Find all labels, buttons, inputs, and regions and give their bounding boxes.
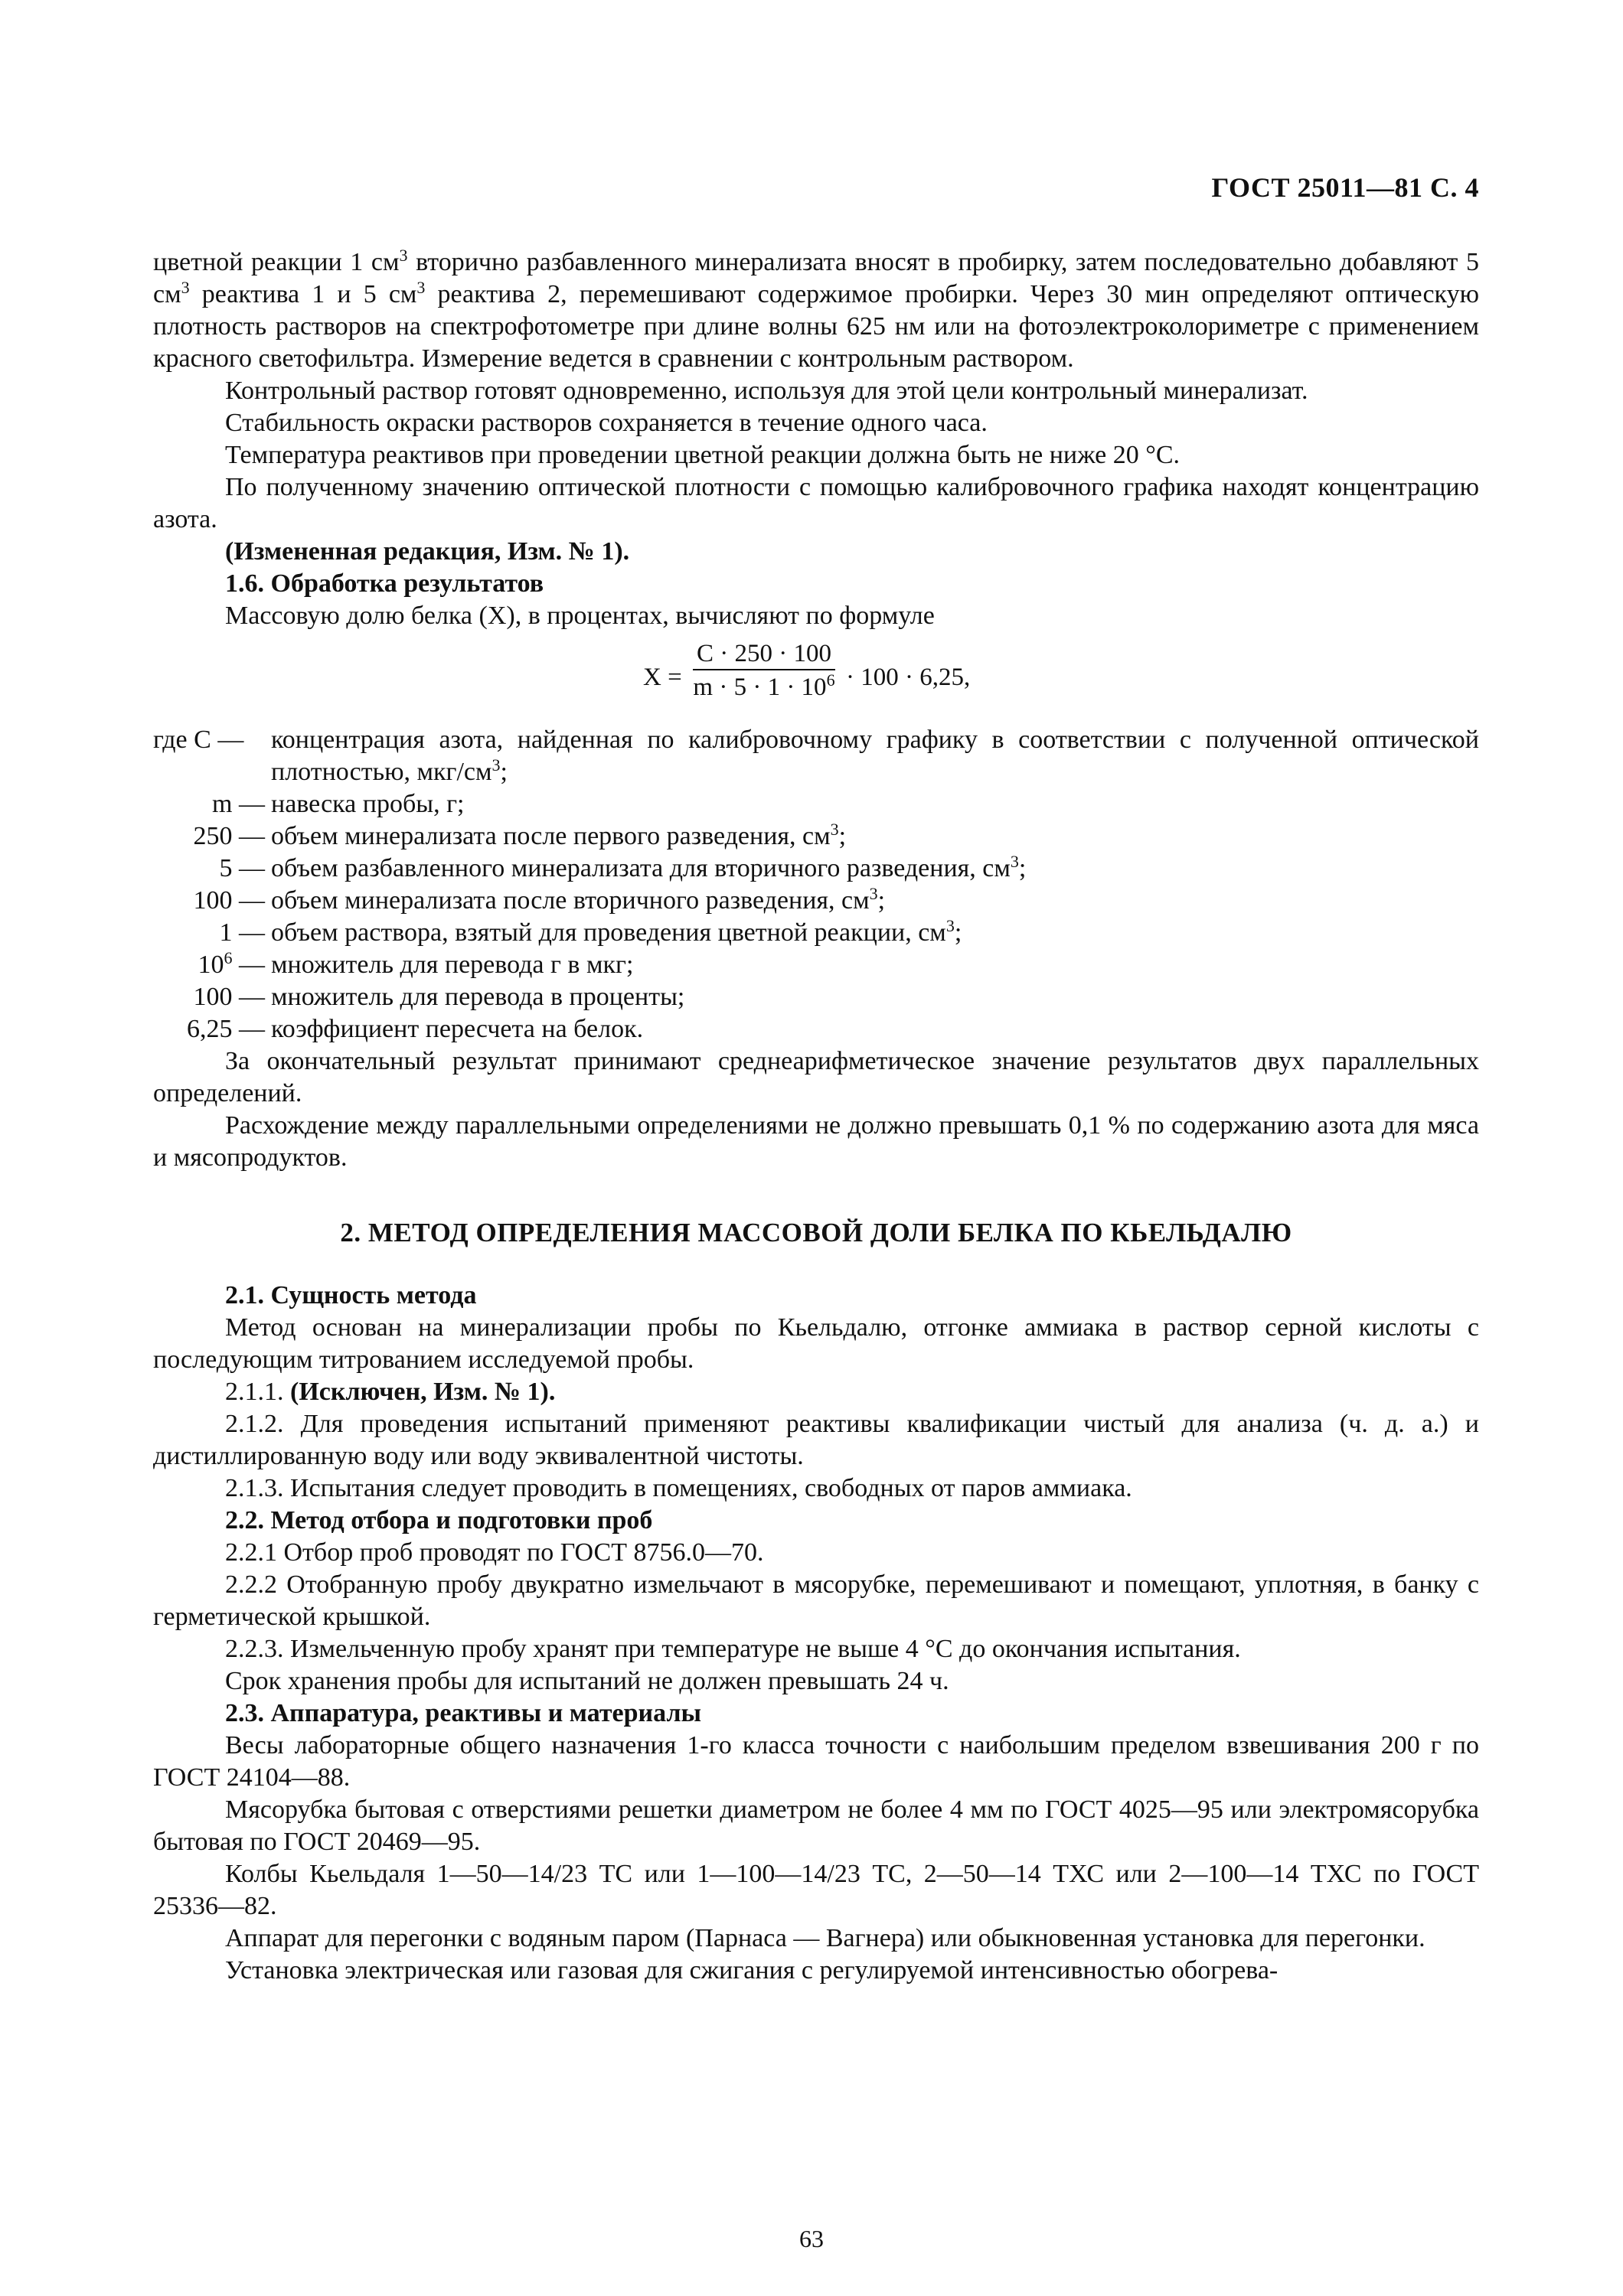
paragraph: цветной реакции 1 $см^3$ вторично разбавленного минерализата вносят в пробирку, затем последовательно добавляют 5 $см^3$ реактива 1 и 5 $см^3$ реактива 2, перемешивают содержимое пробирки. Через 30 мин определяют оптическую плотность растворов на спектрофотометре при длине волны 625 нм или на фотоэлектроколориметре с применением красного светофильтра. Измерение ведется в сравнении с контрольным раствором. bbox=[153, 246, 1479, 373]
formula-fraction bbox=[693, 638, 835, 704]
paragraph: За окончательный результат принимают среднеарифметическое значение результатов двух параллельных определений. bbox=[153, 1047, 1479, 1107]
paragraph: 2.2.3. Измельченную пробу хранят при температуре не выше 4 °С до окончания испытания. bbox=[225, 1635, 1241, 1663]
paragraph: Установка электрическая или газовая для сжигания с регулируемой интенсивностью обогрева- bbox=[225, 1956, 1278, 1985]
document-body bbox=[153, 246, 1479, 1987]
definition-item: 100 — объем минерализата после вторичного разведения, $см^3$; bbox=[193, 884, 886, 915]
paragraph: Весы лабораторные общего назначения 1-го класса точности с наибольшим пределом взвешивания 200 г по ГОСТ 24104—88. bbox=[153, 1731, 1479, 1792]
paragraph: 2.1.3. Испытания следует проводить в помещениях, свободных от паров аммиака. bbox=[225, 1474, 1132, 1502]
page-number: 63 bbox=[799, 2225, 824, 2252]
formula-rhs: · 100 · 6,25, bbox=[846, 664, 971, 691]
definition-c: где C — концентрация азота, найденная по калибровочному графику в соответствии с полученной оптической плотностью, мкг/$см^3$; bbox=[153, 726, 1479, 786]
protein-formula bbox=[153, 638, 1479, 715]
paragraph: Контрольный раствор готовят одновременно, используя для этой цели контрольный минерализат. bbox=[225, 377, 1308, 405]
paragraph: По полученному значению оптической плотности с помощью калибровочного графика находят концентрацию азота. bbox=[153, 473, 1479, 533]
paragraph: 2.1.1. (Исключен, Изм. № 1). bbox=[225, 1378, 556, 1406]
paragraph: Срок хранения пробы для испытаний не должен превышать 24 ч. bbox=[225, 1667, 949, 1695]
definition-item: m — навеска пробы, г; bbox=[212, 790, 465, 818]
paragraph: Массовую долю белка (X), в процентах, вычисляют по формуле bbox=[225, 602, 935, 630]
section-2-title: 2. МЕТОД ОПРЕДЕЛЕНИЯ МАССОВОЙ ДОЛИ БЕЛКА ПО КЬЕЛЬДАЛЮ bbox=[340, 1218, 1292, 1247]
definition-item: 250 — объем минерализата после первого разведения, $см^3$; bbox=[193, 820, 847, 850]
definition-list bbox=[153, 788, 1479, 1045]
amendment-note: (Измененная редакция, Изм. № 1). bbox=[225, 537, 630, 566]
section-heading-2-2: 2.2. Метод отбора и подготовки проб bbox=[225, 1506, 653, 1534]
paragraph: 2.1.2. Для проведения испытаний применяют реактивы квалификации чистый для анализа (ч. д. а.) и дистиллированную воду или воду эквивалентной чистоты. bbox=[153, 1410, 1479, 1470]
paragraph: 2.2.1 Отбор проб проводят по ГОСТ 8756.0—70. bbox=[225, 1538, 764, 1567]
definition-item: 6,25 — коэффициент пересчета на белок. bbox=[187, 1015, 644, 1043]
paragraph: Расхождение между параллельными определениями не должно превышать 0,1 % по содержанию азота для мяса и мясопродуктов. bbox=[153, 1111, 1479, 1172]
paragraph: Стабильность окраски растворов сохраняется в течение одного часа. bbox=[225, 409, 988, 437]
paragraph: Колбы Кьельдаля 1—50—14/23 ТС или 1—100—14/23 ТС, 2—50—14 ТХС или 2—100—14 ТХС по ГОСТ 25336—82. bbox=[153, 1860, 1479, 1920]
definition-item: 5 — объем разбавленного минерализата для вторичного разведения, $см^3$; bbox=[219, 852, 1027, 882]
paragraph: 2.2.2 Отобранную пробу двукратно измельчают в мясорубке, перемешивают и помещают, уплотняя, в банку с герметической крышкой. bbox=[153, 1570, 1479, 1631]
paragraph: Мясорубка бытовая с отверстиями решетки диаметром не более 4 мм по ГОСТ 4025—95 или электромясорубка бытовая по ГОСТ 20469—95. bbox=[153, 1795, 1479, 1856]
section-heading-1-6: 1.6. Обработка результатов bbox=[225, 569, 544, 598]
definition-item: 100 — множитель для перевода в проценты; bbox=[193, 983, 685, 1011]
paragraph: Метод основан на минерализации пробы по Кьельдалю, отгонке аммиака в раствор серной кислоты с последующим титрованием исследуемой пробы. bbox=[153, 1313, 1479, 1374]
definition-item: 1 — объем раствора, взятый для проведения цветной реакции, $см^3$; bbox=[219, 916, 962, 947]
definition-item: $10^6$ — множитель для перевода г в мкг; bbox=[198, 948, 634, 979]
section-heading-2-3: 2.3. Аппаратура, реактивы и материалы bbox=[225, 1699, 702, 1727]
paragraph: Температура реактивов при проведении цветной реакции должна быть не ниже 20 °С. bbox=[225, 441, 1181, 469]
document-header: ГОСТ 25011—81 С. 4 bbox=[1211, 172, 1479, 203]
section-heading-2-1: 2.1. Сущность метода bbox=[225, 1281, 477, 1309]
formula-denominator: $m \cdot 5 \cdot 1 \cdot 10^6$ bbox=[693, 670, 835, 701]
formula-lhs: X = bbox=[643, 664, 682, 691]
paragraph: Аппарат для перегонки с водяным паром (Парнаса — Вагнера) или обыкновенная установка для перегонки. bbox=[225, 1924, 1425, 1952]
formula-numerator: C · 250 · 100 bbox=[693, 638, 835, 670]
